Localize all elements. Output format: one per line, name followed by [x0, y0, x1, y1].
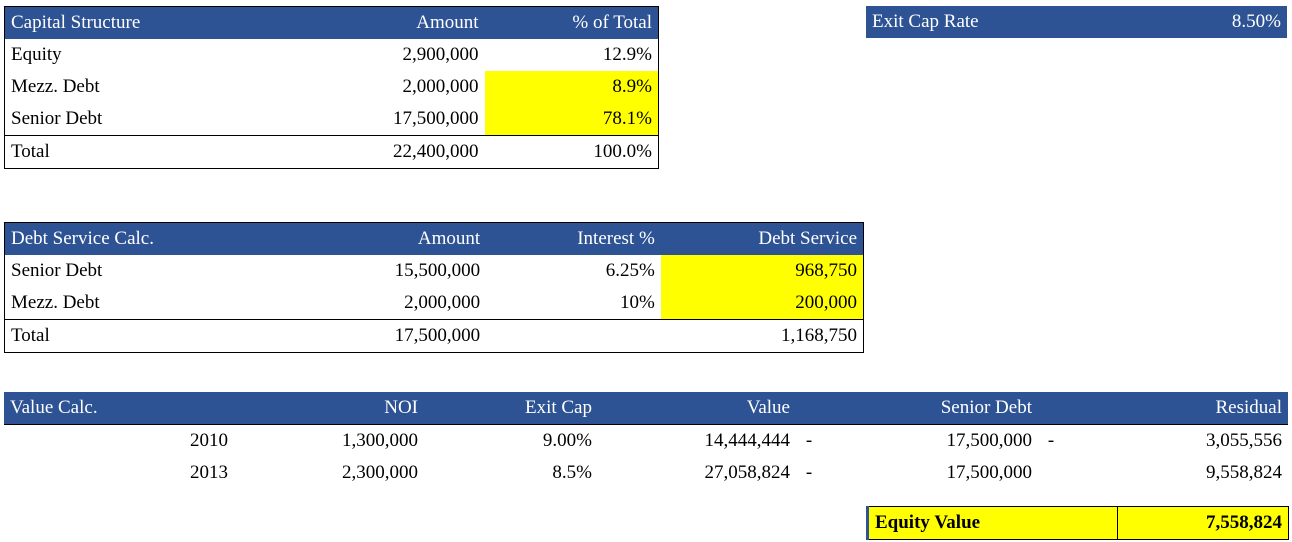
column-header-senior-debt: Senior Debt [822, 392, 1038, 425]
cell-pct: 8.9% [485, 71, 659, 103]
cell-senior-debt: 17,500,000 [946, 430, 1032, 452]
debt-service-table [4, 222, 864, 353]
cell-minus-sign-2 [1038, 457, 1064, 489]
cell-amount: 2,000,000 [404, 292, 481, 314]
cell-debt-service: 200,000 [661, 287, 864, 320]
exit-cap-rate-value: 8.50% [1116, 6, 1287, 38]
column-header-noi: NOI [234, 392, 424, 425]
cell-interest: 10% [619, 292, 655, 314]
cell-label: Mezz. Debt [11, 76, 100, 98]
cell-amount: 15,500,000 [394, 260, 481, 282]
cell-residual: 3,055,556 [1206, 430, 1282, 452]
table-total-row [5, 136, 659, 169]
column-header-debt-service-calc: Debt Service Calc. [5, 223, 296, 256]
cell-noi: 1,300,000 [342, 430, 418, 452]
table-row [5, 255, 864, 287]
column-header-spacer-2 [1038, 392, 1064, 425]
cell-total-amount: 22,400,000 [295, 136, 485, 169]
value-calc-table [4, 392, 1288, 489]
column-header-interest-pct: Interest % [486, 223, 661, 256]
cell-interest: 6.25% [605, 260, 655, 282]
cell-year: 2013 [190, 462, 228, 484]
cell-value: 14,444,444 [704, 430, 790, 452]
cell-residual: 9,558,824 [1206, 462, 1282, 484]
cell-amount: 17,500,000 [393, 108, 479, 130]
column-header-debt-service: Debt Service [661, 223, 864, 256]
cell-minus-sign: - [805, 462, 813, 484]
cell-noi: 2,300,000 [342, 462, 418, 484]
table-row [5, 287, 864, 320]
cell-senior-debt: 17,500,000 [946, 462, 1032, 484]
cell-label: Equity [11, 44, 62, 66]
cell-total-amount: 17,500,000 [296, 320, 487, 353]
cell-pct: 12.9% [602, 44, 652, 66]
table-row [5, 103, 659, 136]
cell-minus-sign-2: - [1047, 430, 1055, 452]
table-row [5, 71, 659, 103]
cell-total-label: Total [5, 136, 295, 169]
table-header-row [5, 223, 864, 256]
column-header-amount: Amount [295, 7, 485, 40]
cell-label: Senior Debt [11, 108, 103, 130]
table-total-row [5, 320, 864, 353]
cell-amount: 2,900,000 [402, 44, 479, 66]
cell-value: 27,058,824 [704, 462, 790, 484]
column-header-residual: Residual [1064, 392, 1288, 425]
equity-value-amount: 7,558,824 [1118, 507, 1289, 540]
cell-total-debt-service: 1,168,750 [661, 320, 864, 353]
table-header-row [5, 7, 659, 40]
table-row [4, 425, 1288, 458]
cell-exit-cap: 9.00% [542, 430, 592, 452]
table-header-row [4, 392, 1288, 425]
cell-year: 2010 [190, 430, 228, 452]
column-header-pct-of-total: % of Total [485, 7, 659, 40]
cell-exit-cap: 8.5% [552, 462, 592, 484]
column-header-capital-structure: Capital Structure [5, 7, 295, 40]
column-header-exit-cap: Exit Cap [424, 392, 598, 425]
column-header-spacer [796, 392, 822, 425]
exit-cap-rate-table [866, 6, 1287, 38]
table-row [868, 507, 1289, 540]
capital-structure-table [4, 6, 659, 169]
equity-value-label: Equity Value [868, 507, 1118, 540]
cell-total-label: Total [5, 320, 296, 353]
cell-label: Senior Debt [11, 260, 103, 282]
cell-total-interest [486, 320, 661, 353]
exit-cap-rate-label: Exit Cap Rate [866, 6, 1116, 38]
table-row [4, 457, 1288, 489]
table-row [5, 39, 659, 71]
cell-minus-sign: - [805, 430, 813, 452]
column-header-amount: Amount [296, 223, 487, 256]
cell-total-pct: 100.0% [485, 136, 659, 169]
cell-amount: 2,000,000 [402, 76, 479, 98]
cell-pct: 78.1% [485, 103, 659, 136]
table-row [866, 6, 1287, 38]
cell-label: Mezz. Debt [11, 292, 100, 314]
column-header-value: Value [598, 392, 796, 425]
column-header-value-calc: Value Calc. [4, 392, 234, 425]
equity-value-table [866, 506, 1289, 540]
cell-debt-service: 968,750 [661, 255, 864, 287]
